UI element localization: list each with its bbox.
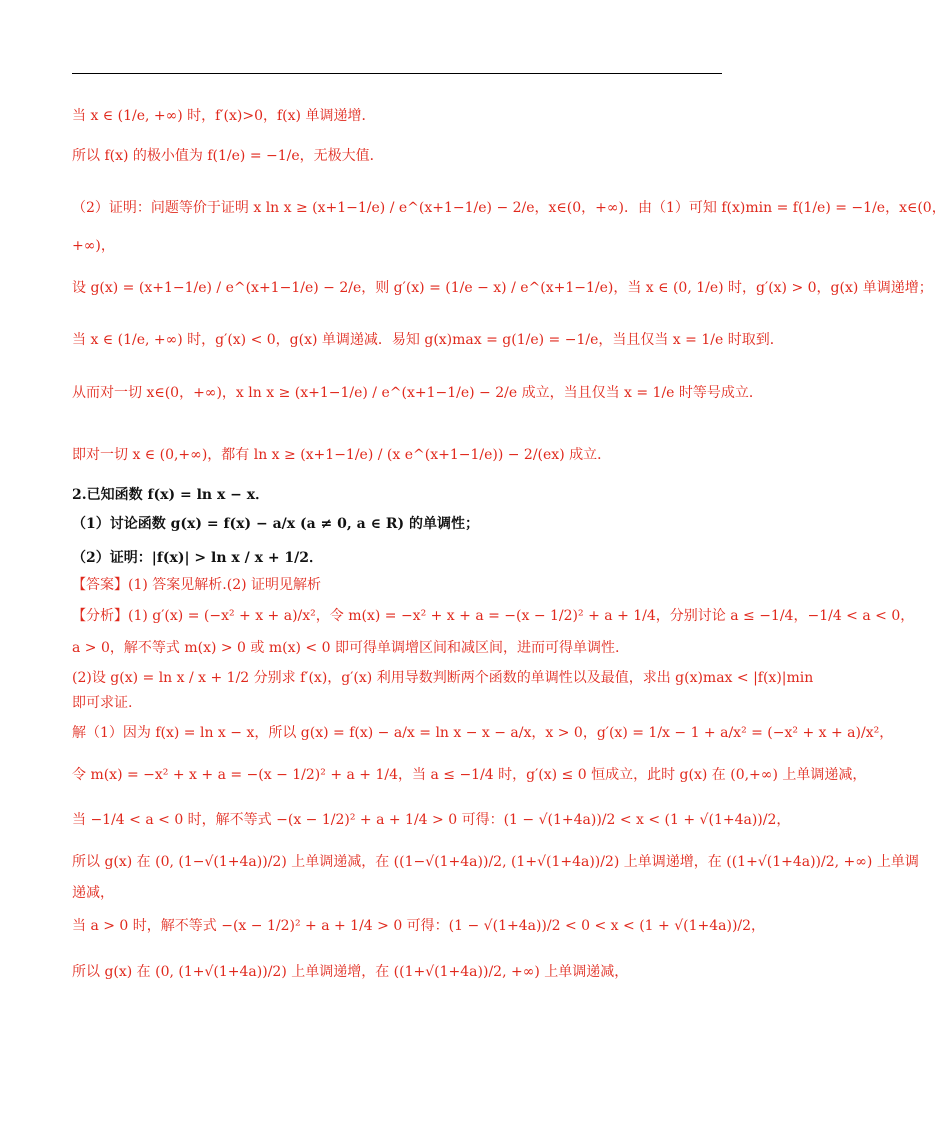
- text-line: 所以 f(x) 的极小值为 f(1/e) = −1/e，无极大值．: [72, 148, 384, 164]
- text-line: 当 x ∈ (1/e, +∞) 时，g′(x) < 0，g(x) 单调递减．易知 g(x)max = g(1/e) = −1/e，当且仅当 x = 1/e 时取到．: [72, 332, 784, 348]
- question-part-2: （2）证明：|f(x)| > ln x / x + 1/2．: [72, 550, 324, 566]
- solution-line: 解（1）因为 f(x) = ln x − x，所以 g(x) = f(x) − a/x = ln x − x − a/x，x > 0，g′(x) = 1/x − 1 + a/x² = (−x² + x + a)/x²，: [72, 725, 894, 741]
- question-part-1: （1）讨论函数 g(x) = f(x) − a/x (a ≠ 0, a ∈ R) 的单调性；: [72, 516, 479, 532]
- text-line: 当 a > 0 时，解不等式 −(x − 1/2)² + a + 1/4 > 0 可得：(1 − √(1+4a))/2 < 0 < x < (1 + √(1+4a))/2，: [72, 918, 766, 934]
- text-line: 从而对一切 x∈(0，+∞)，x ln x ≥ (x+1−1/e) / e^(x+1−1/e) − 2/e 成立，当且仅当 x = 1/e 时等号成立．: [72, 385, 763, 401]
- question-title: 2.已知函数 f(x) = ln x − x．: [72, 487, 270, 503]
- text-line: 即对一切 x ∈ (0,+∞)，都有 ln x ≥ (x+1−1/e) / (x e^(x+1−1/e)) − 2/(ex) 成立．: [72, 447, 612, 463]
- text-line: 当 x ∈ (1/e, +∞) 时，f′(x)>0，f(x) 单调递增．: [72, 108, 376, 124]
- text-line: 设 g(x) = (x+1−1/e) / e^(x+1−1/e) − 2/e，则 g′(x) = (1/e − x) / e^(x+1−1/e)，当 x ∈ (0, 1/e) 时，g′(x) > 0，g(x) 单调递增；: [72, 280, 933, 296]
- text-line: a > 0，解不等式 m(x) > 0 或 m(x) < 0 即可得单调增区间和减区间，进而可得单调性.: [72, 640, 620, 656]
- text-line: 当 −1/4 < a < 0 时，解不等式 −(x − 1/2)² + a + 1/4 > 0 可得：(1 − √(1+4a))/2 < x < (1 + √(1+4a))/2，: [72, 812, 791, 828]
- text-line: +∞)，: [72, 238, 115, 254]
- analysis-line: 【分析】(1) g′(x) = (−x² + x + a)/x²，令 m(x) = −x² + x + a = −(x − 1/2)² + a + 1/4，分别讨论 a ≤ −1/4，−1/4 < a < 0，: [72, 608, 915, 624]
- text-line: 所以 g(x) 在 (0, (1+√(1+4a))/2) 上单调递增，在 ((1+√(1+4a))/2, +∞) 上单调递减，: [72, 964, 629, 980]
- answer-line: 【答案】(1) 答案见解析.(2) 证明见解析: [72, 577, 322, 593]
- text-line: 即可求证.: [72, 695, 133, 711]
- text-line: 递减，: [72, 885, 114, 901]
- text-line: （2）证明：问题等价于证明 x ln x ≥ (x+1−1/e) / e^(x+1−1/e) − 2/e，x∈(0，+∞)．由（1）可知 f(x)min = f(1/e) = −1/e，x∈(0，: [72, 200, 946, 216]
- text-line: 令 m(x) = −x² + x + a = −(x − 1/2)² + a + 1/4，当 a ≤ −1/4 时，g′(x) ≤ 0 恒成立，此时 g(x) 在 (0,+∞) 上单调递减，: [72, 767, 867, 783]
- text-line: 所以 g(x) 在 (0, (1−√(1+4a))/2) 上单调递减，在 ((1−√(1+4a))/2, (1+√(1+4a))/2) 上单调递增，在 ((1+√(1+4a))/2, +∞) 上单调: [72, 854, 919, 870]
- text-line: (2)设 g(x) = ln x / x + 1/2 分别求 f′(x)，g′(x) 利用导数判断两个函数的单调性以及最值，求出 g(x)max < |f(x)|min: [72, 670, 814, 686]
- header-rule: [72, 73, 722, 74]
